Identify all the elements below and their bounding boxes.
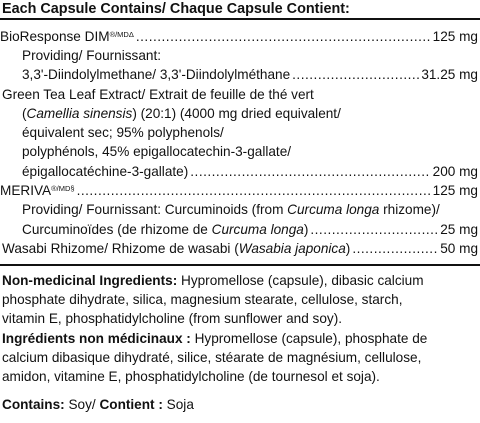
text-fragment: rhizome)/	[379, 202, 440, 217]
dot-leader	[352, 239, 438, 258]
nmi-en-line-2: phosphate dihydrate, silica, magnesium stearate, cellulose, starch,	[2, 292, 403, 307]
green-tea-line-4: polyphénols, 45% epigallocatechin-3-gallate/	[22, 144, 292, 159]
ingredient-name: MERIVA	[0, 183, 52, 198]
ingredient-amount: 50 mg	[440, 241, 478, 256]
trademark-superscript: ®/MDΔ	[109, 30, 134, 39]
nmi-fr-line-3: amidon, vitamine E, phosphatidylcholine (de tournesol et soja).	[2, 369, 380, 384]
ingredient-row-green-tea	[22, 162, 478, 181]
latin-name: Camellia sinensis	[26, 106, 133, 121]
ingredient-label	[0, 27, 134, 46]
allergen-statement	[2, 395, 478, 414]
text-fragment: Curcuminoïdes (de rhizome de	[22, 222, 212, 237]
nmi-fr-line-2: calcium dibasique dihydraté, silice, stéarate de magnésium, cellulose,	[2, 350, 422, 365]
ingredient-amount: 125 mg	[432, 183, 478, 198]
nmi-en-line-1	[2, 271, 478, 290]
text-fragment: Wasabi Rhizome/ Rhizome de wasabi (	[2, 241, 239, 256]
non-medicinal-ingredients-en	[2, 271, 478, 328]
ingredient-label	[0, 181, 75, 200]
trademark-superscript: ®/MD§	[51, 184, 75, 193]
nmi-fr-line-1	[2, 329, 478, 348]
contains-title-fr: Contient :	[99, 397, 163, 412]
green-tea-line-2	[22, 104, 341, 123]
providing-curcuminoids	[22, 200, 440, 219]
panel-header: Each Capsule Contains/ Chaque Capsule Contient:	[0, 0, 480, 20]
ingredient-amount: 125 mg	[432, 29, 478, 44]
ingredient-row-curcuminoides	[22, 220, 478, 239]
latin-name: Wasabia japonica	[238, 241, 346, 256]
nmi-en-title: Non-medicinal Ingredients:	[2, 273, 178, 288]
text-fragment: Soja	[162, 397, 194, 412]
dot-leader	[190, 162, 430, 181]
ingredient-amount: 31.25 mg	[421, 67, 478, 82]
ingredient-row-wasabi	[2, 239, 478, 258]
latin-name: Curcuma longa	[211, 222, 304, 237]
section-divider	[0, 264, 480, 266]
text-fragment: Soy/	[64, 397, 100, 412]
ingredient-row-meriva	[0, 181, 478, 200]
dot-leader	[310, 220, 438, 239]
text-fragment: ) (20:1) (4000 mg dried equivalent/	[132, 106, 341, 121]
ingredient-row-diindolylmethane	[22, 65, 478, 84]
ingredient-name: épigallocatéchine-3-gallate)	[22, 164, 189, 179]
dot-leader	[77, 181, 431, 200]
text-fragment: Hypromellose (capsule), phosphate de	[190, 331, 428, 346]
ingredient-name	[22, 220, 308, 239]
latin-name: Curcuma longa	[287, 202, 380, 217]
text-fragment: )	[345, 241, 351, 256]
text-fragment: Hypromellose (capsule), dibasic calcium	[177, 273, 424, 288]
providing-label: Providing/ Fournissant:	[22, 48, 162, 63]
text-fragment: Providing/ Fournissant: Curcuminoids (from	[22, 202, 288, 217]
ingredient-name	[2, 239, 350, 258]
dot-leader	[292, 65, 419, 84]
nmi-en-line-3: vitamin E, phosphatidylcholine (from sunflower and soy).	[2, 311, 343, 326]
ingredient-row-bioresponse-dim	[0, 27, 478, 46]
ingredient-name: BioResponse DIM	[0, 29, 110, 44]
ingredient-name: 3,3'-Diindolylmethane/ 3,3'-Diindolylméthane	[22, 67, 291, 82]
text-fragment: )	[303, 222, 309, 237]
ingredient-amount: 25 mg	[440, 222, 478, 237]
ingredient-amount: 200 mg	[432, 164, 478, 179]
green-tea-line-3: équivalent sec; 95% polyphenols/	[22, 125, 224, 140]
non-medicinal-ingredients-fr	[2, 329, 478, 386]
text-fragment: (	[22, 106, 27, 121]
green-tea-line-1: Green Tea Leaf Extract/ Extrait de feuille de thé vert	[2, 87, 314, 102]
nmi-fr-title: Ingrédients non médicinaux :	[2, 331, 191, 346]
contains-title: Contains:	[2, 397, 65, 412]
dot-leader	[136, 27, 431, 46]
